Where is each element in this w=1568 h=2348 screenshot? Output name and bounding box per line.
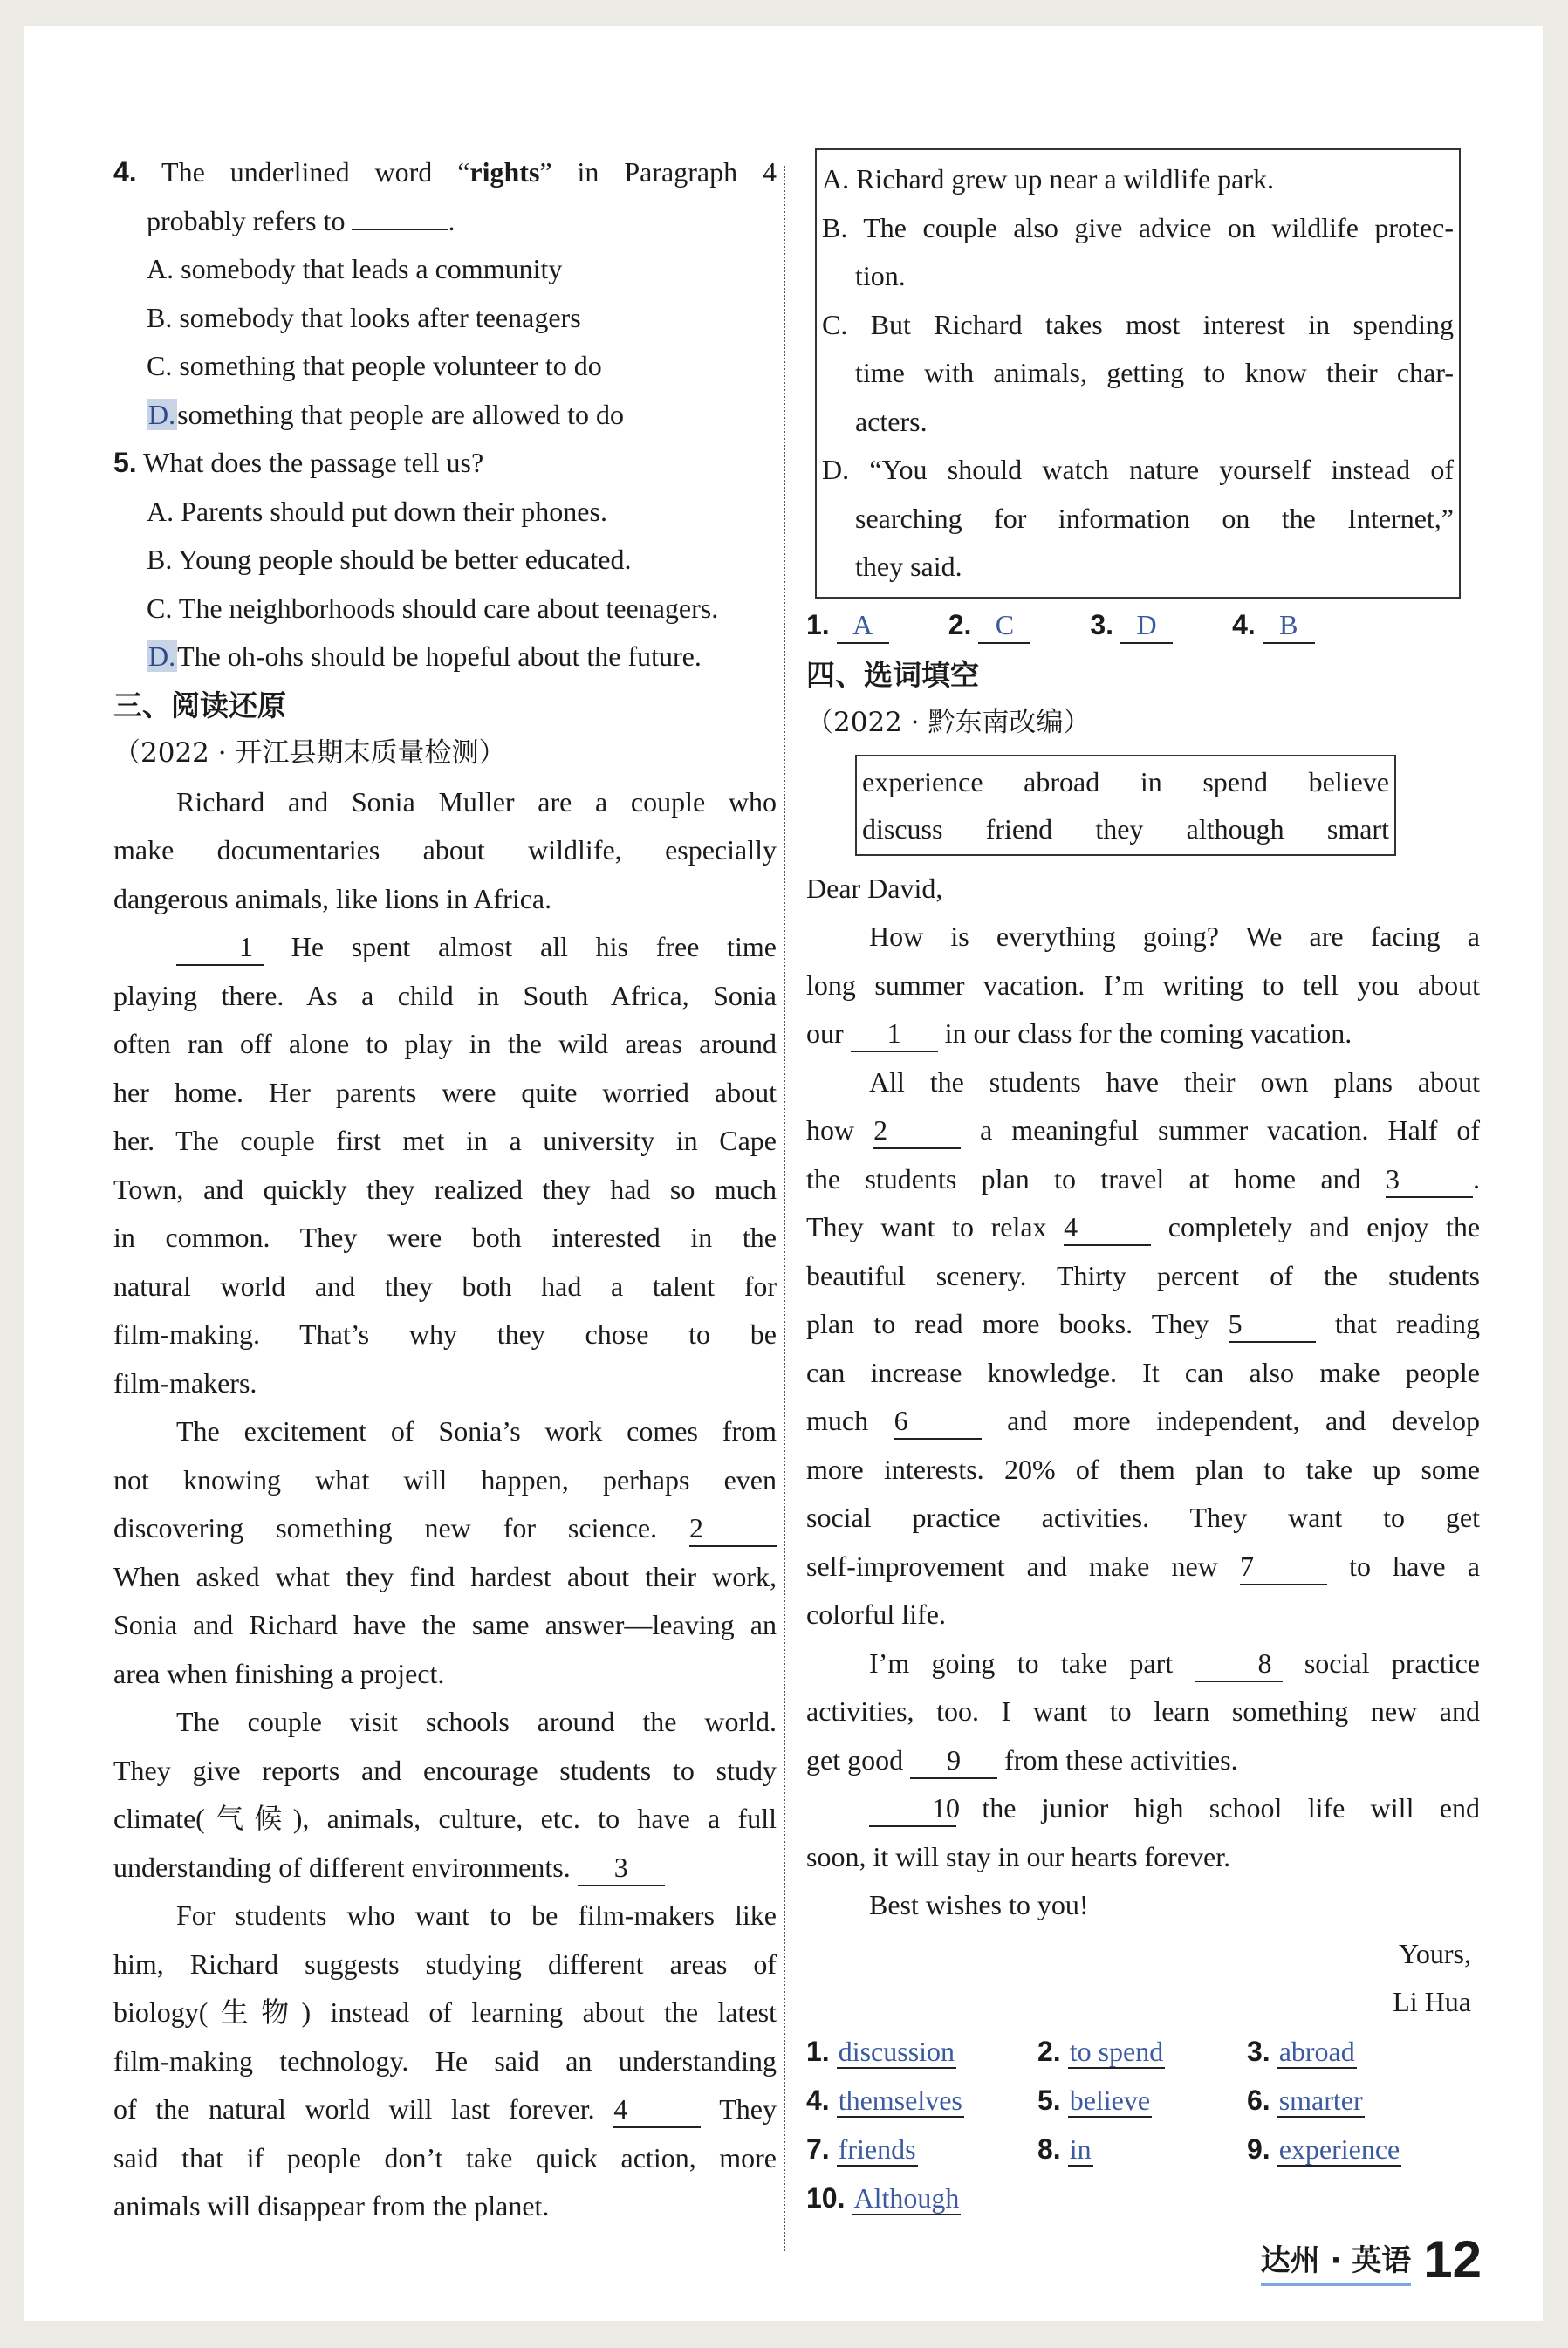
option: A. somebody that leads a community [147, 253, 563, 284]
section-4-title: 四、选词填空 [806, 657, 979, 692]
passage-line: understanding of different environments. 3 [113, 1844, 777, 1893]
passage-line: often ran off alone to play in the wild areas around [113, 1028, 777, 1059]
passage-line: film-makers. [113, 1366, 257, 1399]
word: experience [862, 765, 983, 797]
page-footer [1260, 2230, 1482, 2289]
option: A. Parents should put down their phones. [147, 495, 607, 527]
option: C. The neighborhoods should care about teenagers. [147, 592, 719, 624]
passage-line: Town, and quickly they realized they had so much [113, 1173, 777, 1205]
passage-line: Sonia and Richard have the same answer—leaving an [113, 1609, 777, 1640]
passage-line: The couple visit schools around the world. [176, 1706, 777, 1737]
letter-line: get good 9 from these activities. [806, 1736, 1480, 1785]
box-option-b-cont: tion. [855, 260, 906, 291]
section-3-source: （2022 · 开江县期末质量检测） [113, 737, 506, 769]
passage-line: said that if people don’t take quick action, more [113, 2141, 777, 2173]
answer-item: 4. B [1232, 599, 1315, 651]
letter-line: social practice activities. They want to get [806, 1502, 1480, 1533]
option: B. somebody that looks after teenagers [147, 301, 581, 333]
passage-line: animals will disappear from the planet. [113, 2190, 550, 2221]
word-bank-row [862, 758, 1389, 805]
blank-6: 6 [894, 1403, 982, 1440]
page-number: 12 [1423, 2230, 1482, 2289]
answer-item: 3. abroad [1247, 2035, 1355, 2067]
box-option-c-cont: time with animals, getting to know their char- [855, 357, 1454, 388]
passage-line: in common. They were both interested in the [113, 1222, 777, 1253]
answer-item: 5. believe [1037, 2084, 1151, 2116]
box-option-c-cont: acters. [855, 405, 928, 437]
letter-greeting: Dear David, [806, 872, 943, 904]
blank-7: 7 [1240, 1549, 1327, 1585]
passage-line: Richard and Sonia Muller are a couple who [176, 785, 777, 818]
option: C. something that people volunteer to do [147, 350, 602, 381]
blank-5: 5 [1229, 1306, 1316, 1343]
underlined-word: rights [469, 156, 540, 188]
blank-2: 2 [873, 1112, 961, 1149]
passage-line: film-making. That’s why they chose to be [113, 1318, 777, 1350]
answer-item: 1. A [806, 599, 889, 651]
letter-line: I’m going to take part 8 social practice [806, 1639, 1480, 1688]
word: abroad [1024, 765, 1100, 797]
word-bank [855, 755, 1396, 856]
box-option-b: B. The couple also give advice on wildlife protec- [822, 211, 1454, 243]
blank-4: 4 [613, 2091, 701, 2128]
answer-item: 8. in [1037, 2132, 1092, 2165]
page [24, 26, 1543, 2321]
passage-line: him, Richard suggests studying different areas of [113, 1948, 777, 1980]
blank-1: 1 [176, 929, 264, 966]
box-option-a: A. Richard grew up near a wildlife park. [822, 163, 1275, 195]
question-5-stem: 5. What does the passage tell us? [113, 447, 484, 478]
passage-line: her home. Her parents were quite worried about [113, 1076, 777, 1108]
passage-line: 1 He spent almost all his free time [113, 923, 777, 972]
letter-line: beautiful scenery. Thirty percent of the students [806, 1259, 1480, 1291]
passage-line: biology(生物) instead of learning about the latest [113, 1996, 777, 2028]
box-option-d-cont: searching for information on the Internet,” [855, 502, 1454, 534]
box-option-d: D. “You should watch nature yourself instead of [822, 454, 1454, 485]
letter-line: how 2 a meaningful summer vacation. Half of [806, 1106, 1480, 1155]
letter-sign-off: Yours, [1398, 1937, 1471, 1969]
letter-line: How is everything going? We are facing a [869, 921, 1480, 952]
passage-line: discovering something new for science. 2 [113, 1504, 777, 1553]
answer-highlight: D. [148, 398, 176, 430]
word: believe [1308, 765, 1389, 797]
letter-line: All the students have their own plans about [869, 1065, 1480, 1098]
answer-item: 2. to spend [1037, 2035, 1164, 2067]
passage-line: climate(气候), animals, culture, etc. to have a full [113, 1803, 777, 1834]
blank-9: 9 [910, 1742, 997, 1779]
blank-3: 3 [1386, 1161, 1473, 1198]
letter-line: 10 the junior high school life will end [806, 1784, 1480, 1833]
letter-line: our 1 in our class for the coming vacation. [806, 1010, 1480, 1058]
passage-line: playing there. As a child in South Africa, Sonia [113, 979, 777, 1011]
option: B. Young people should be better educated. [147, 544, 632, 575]
letter-line: self-improvement and make new 7 to have a [806, 1543, 1480, 1592]
answer-item: 7. friends [806, 2132, 916, 2165]
answer-item: 3. D [1090, 599, 1173, 651]
option-answer: D.The oh-ohs should be hopeful about the future. [148, 640, 702, 672]
letter-signature: Li Hua [1393, 1986, 1471, 2017]
section-3-answers [806, 599, 1480, 651]
answer-item: 4. themselves [806, 2084, 962, 2116]
blank-8: 8 [1195, 1646, 1283, 1682]
left-column [113, 148, 777, 2231]
blank-1: 1 [851, 1016, 938, 1052]
passage-line: They give reports and encourage students to study [113, 1754, 777, 1786]
letter-line: soon, it will stay in our hearts forever. [806, 1840, 1231, 1872]
blank-2: 2 [689, 1510, 777, 1547]
passage-line: For students who want to be film-makers like [176, 1900, 777, 1931]
passage-line: area when finishing a project. [113, 1657, 445, 1689]
passage-line: her. The couple first met in a university in Cape [113, 1125, 777, 1156]
letter-line: the students plan to travel at home and 3 . [806, 1155, 1480, 1204]
answer-item: 1. discussion [806, 2035, 955, 2067]
passage-line: When asked what they find hardest about their work, [113, 1560, 777, 1592]
section-3-title: 三、阅读还原 [113, 688, 286, 722]
letter-line: They want to relax 4 completely and enjoy the [806, 1203, 1480, 1252]
right-column [806, 148, 1480, 2222]
book-brand: 达州 · 英语 [1261, 2236, 1412, 2286]
word: discuss [862, 812, 943, 845]
word: friend [985, 812, 1053, 845]
letter-line: activities, too. I want to learn something new and [806, 1695, 1480, 1727]
word: they [1095, 812, 1144, 845]
passage-line: The excitement of Sonia’s work comes from [176, 1415, 777, 1447]
passage-line: film-making technology. He said an understanding [113, 2044, 777, 2077]
letter-line: can increase knowledge. It can also make people [806, 1356, 1480, 1388]
answer-highlight: D. [148, 640, 176, 672]
word: smart [1326, 812, 1389, 845]
answer-item: 9. experience [1247, 2132, 1400, 2165]
option-answer: D.something that people are allowed to do [148, 398, 624, 430]
box-option-d-cont: they said. [855, 551, 962, 582]
word: in [1140, 765, 1162, 797]
passage-line: make documentaries about wildlife, especially [113, 834, 777, 866]
blank-10: 10 [869, 1790, 956, 1827]
box-option-c: C. But Richard takes most interest in spending [822, 308, 1454, 340]
letter-line: more interests. 20% of them plan to take up some [806, 1453, 1480, 1485]
answer-item: 10. Although [806, 2181, 960, 2214]
letter-line: plan to read more books. They 5 that reading [806, 1300, 1480, 1349]
passage-line: natural world and they both had a talent for [113, 1270, 777, 1302]
answer-blank [352, 229, 448, 230]
letter-line: colorful life. [806, 1598, 946, 1630]
blank-4: 4 [1064, 1209, 1151, 1246]
letter-line: much 6 and more independent, and develop [806, 1397, 1480, 1446]
word-bank-row [862, 805, 1389, 852]
letter-line: long summer vacation. I’m writing to tell you about [806, 969, 1480, 1001]
options-box [815, 148, 1461, 599]
passage-line: dangerous animals, like lions in Africa. [113, 882, 552, 914]
letter-closing: Best wishes to you! [869, 1889, 1089, 1920]
question-4-stem-line2: probably refers to . [147, 204, 455, 236]
section-4-source: （2022 · 黔东南改编） [806, 707, 1091, 738]
section-4-answers [806, 2027, 1480, 2222]
question-4-stem: 4. The underlined word “rights” in Paragraph 4 [113, 156, 777, 188]
answer-item: 2. C [948, 599, 1031, 651]
passage-line: not knowing what will happen, perhaps even [113, 1463, 777, 1496]
word: spend [1202, 765, 1268, 797]
answer-item: 6. smarter [1247, 2084, 1363, 2116]
passage-line: of the natural world will last forever. 4 They [113, 2085, 777, 2134]
blank-3: 3 [578, 1850, 665, 1886]
column-divider [784, 166, 785, 2251]
word: although [1186, 812, 1284, 845]
